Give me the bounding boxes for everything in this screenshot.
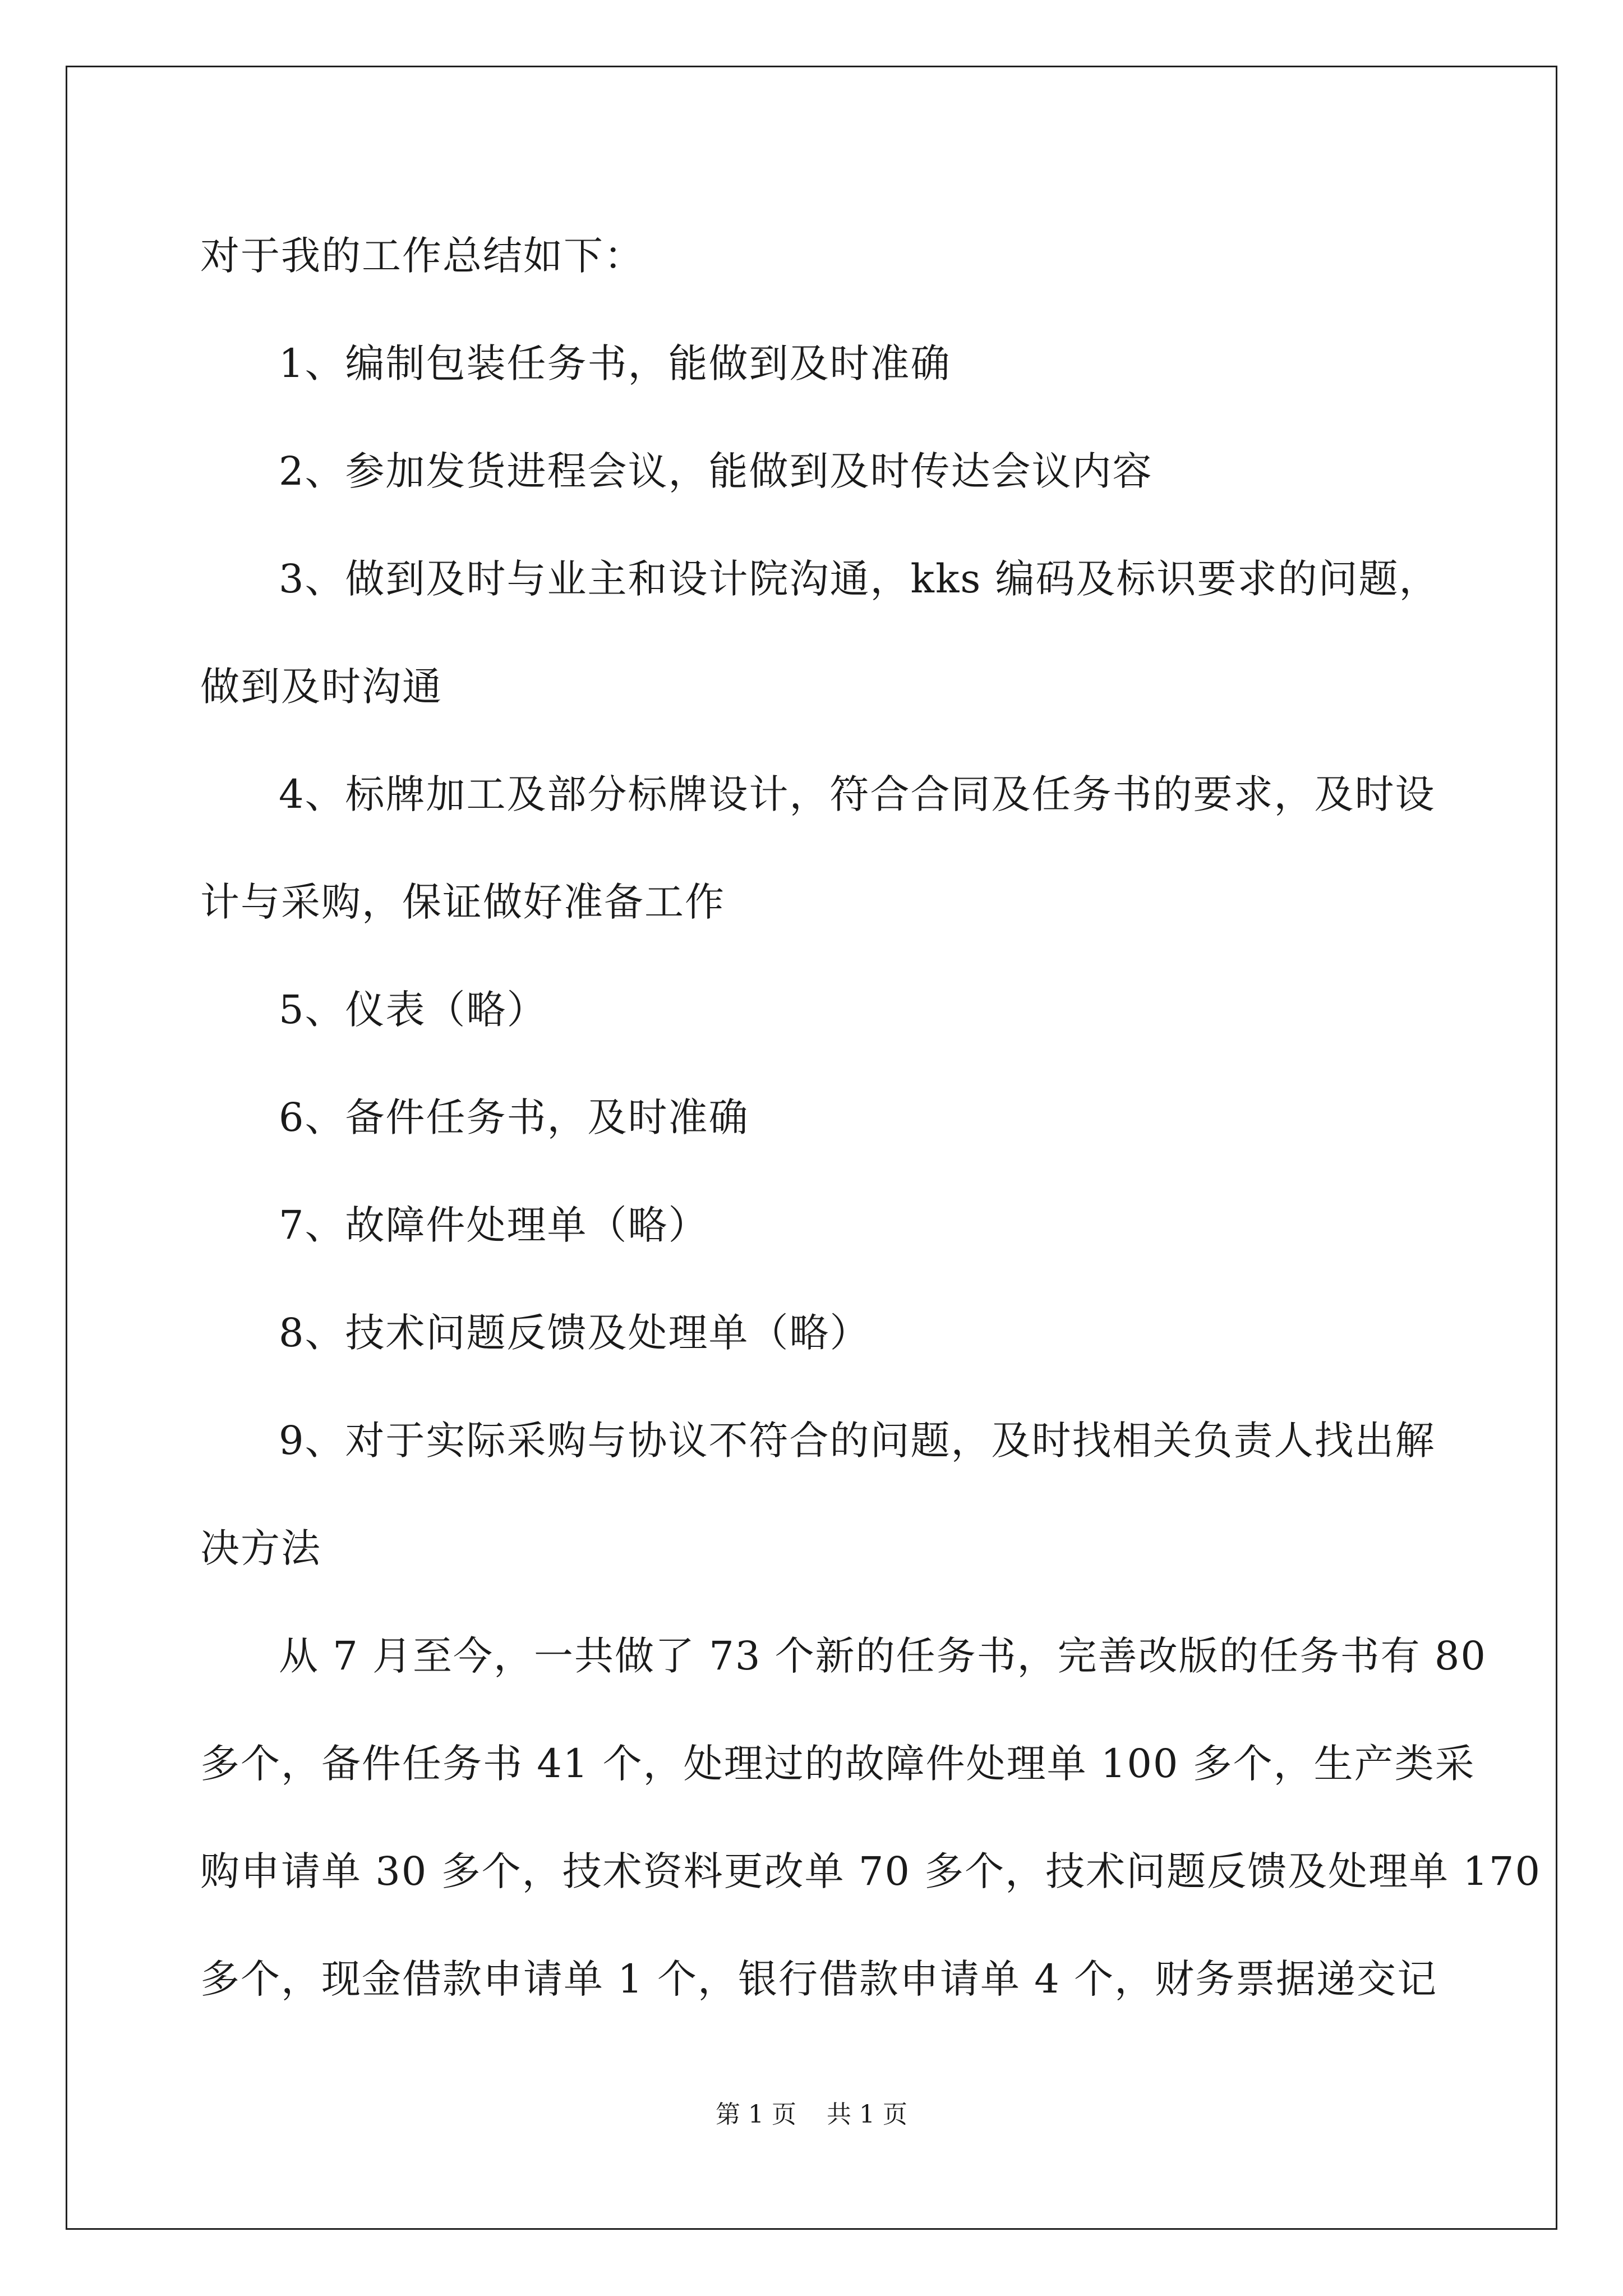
list-item-3-continued: 做到及时沟通 (200, 664, 442, 710)
list-item-9-continued: 决方法 (200, 1525, 321, 1571)
summary-paragraph-line-1: 从 7 月至今，一共做了 73 个新的任务书，完善改版的任务书有 80 (279, 1633, 1487, 1679)
list-item-7: 7、故障件处理单（略） (279, 1202, 709, 1248)
list-item-4-continued: 计与采购，保证做好准备工作 (200, 879, 725, 925)
list-item-4: 4、标牌加工及部分标牌设计，符合合同及任务书的要求，及时设 (279, 771, 1436, 817)
summary-paragraph-line-2: 多个，备件任务书 41 个，处理过的故障件处理单 100 多个，生产类采 (200, 1741, 1476, 1787)
list-item-9: 9、对于实际采购与协议不符合的问题，及时找相关负责人找出解 (279, 1418, 1436, 1464)
page-number-current: 第 1 页 (716, 2100, 796, 2129)
list-item-1: 1、编制包装任务书，能做到及时准确 (279, 341, 951, 386)
page-number-total: 共 1 页 (827, 2100, 907, 2129)
summary-paragraph-line-3: 购申请单 30 多个，技术资料更改单 70 多个，技术问题反馈及处理单 170 (200, 1848, 1542, 1894)
list-item-6: 6、备件任务书，及时准确 (279, 1094, 749, 1140)
document-body (200, 202, 1542, 2033)
list-item-2: 2、参加发货进程会议，能做到及时传达会议内容 (279, 448, 1153, 494)
list-item-5: 5、仪表（略） (279, 987, 547, 1033)
summary-paragraph-line-4: 多个，现金借款申请单 1 个，银行借款申请单 4 个，财务票据递交记 (200, 1956, 1438, 2002)
page-footer (0, 2098, 1623, 2132)
list-item-8: 8、技术问题反馈及处理单（略） (279, 1310, 870, 1356)
list-item-3: 3、做到及时与业主和设计院沟通，kks 编码及标识要求的问题， (279, 556, 1440, 602)
text-line: 对于我的工作总结如下： (200, 233, 644, 279)
